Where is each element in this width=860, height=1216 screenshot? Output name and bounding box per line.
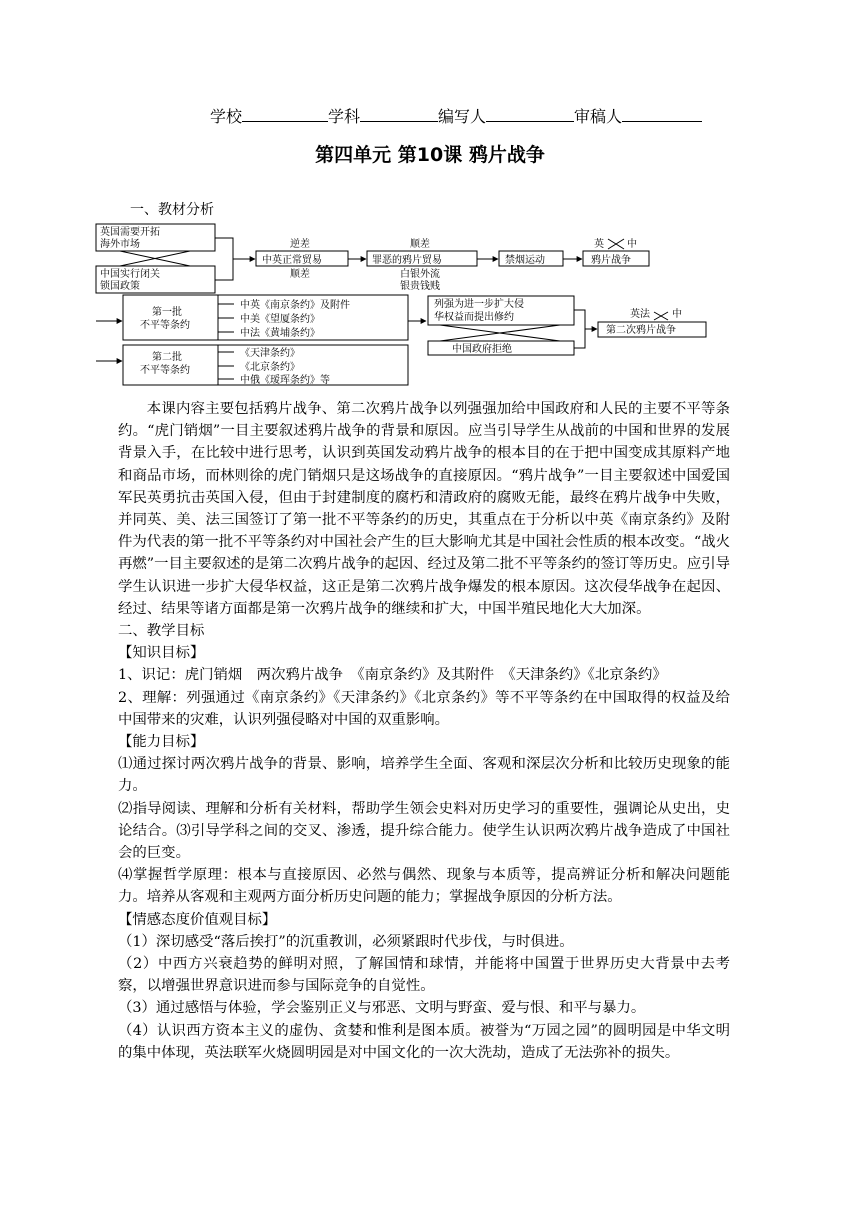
text-first-batch-2: 不平等条约	[140, 320, 190, 331]
reviewer-label: 审稿人	[574, 107, 623, 126]
knowledge-item-1: 1、识记：虎门销烟 两次鸦片战争 《南京条约》及其附件 《天津条约》《北京条约》	[118, 667, 667, 684]
text-britain-2: 海外市场	[100, 239, 140, 250]
label-uk-france: 英法	[630, 309, 650, 320]
paragraph-analysis: 本课内容主要包括鸦片战争、第二次鸦片战争以列强强加给中国政府和人民的主要不平等条约。“虎门销烟”一目主要叙述鸦片战争的背景和原因。应当引导学生从战前的中国和世界的发展背景入手，在比较中进行思考，认识到英国发动鸦片战争的根本目的在于把中国变成其原料产地和商品市场，而林则徐的虎门销烟只是这场战争的直接原因。“鸦片战争”一目主要叙述中国爱国军民英勇抗击英国入侵，但由于封建制度的腐朽和清政府的腐败无能，最终在鸦片战争中失败，并同英、美、法三国签订了第一批不平等条约的历史，其重点在于分析以中英《南京条约》及附件为代表的第一批不平等条约对中国社会产生的巨大影响尤其是中国社会性质的根本改变。“战火再燃”一目主要叙述的是第二次鸦片战争的起因、经过及第二批不平等条约的签订等历史。应引导学生认识进一步扩大侵华权益，这正是第二次鸦片战争爆发的根本原因。这次侵华战争在起因、经过、结果等诸方面都是第一次鸦片战争的继续和扩大，中国半殖民地化大大加深。	[118, 401, 730, 617]
lesson-flow-diagram	[0, 220, 860, 390]
text-second-opium-war: 第二次鸦片战争	[606, 325, 676, 336]
text-treaty-wangxia: 中美《望厦条约》	[240, 314, 320, 325]
text-opium-trade: 罪恶的鸦片贸易	[372, 255, 442, 266]
text-treaty-nanjing: 中英《南京条约》及附件	[240, 300, 350, 311]
reviewer-blank[interactable]	[622, 107, 702, 122]
text-china-1: 中国实行闭关	[100, 269, 160, 280]
text-second-batch-1: 第二批	[152, 352, 182, 363]
label-silver-outflow: 白银外流	[400, 269, 440, 280]
text-treaty-tianjin: 《天津条约》	[240, 348, 300, 359]
text-treaty-aigun: 中俄《瑷珲条约》等	[240, 375, 330, 386]
ability-item-4: ⑷掌握哲学原理：根本与直接原因、必然与偶然、现象与本质等，提高辨证分析和解决问题能力。培养从客观和主观两方面分析历史问题的能力；掌握战争原因的分析方法。	[118, 867, 730, 906]
heading-knowledge: 【知识目标】	[118, 645, 205, 662]
text-ban-opium: 禁烟运动	[505, 255, 545, 266]
text-britain-1: 英国需要开拓	[100, 227, 160, 238]
text-first-batch-1: 第一批	[152, 307, 182, 318]
label-china-2: 中	[672, 309, 682, 320]
text-opium-war: 鸦片战争	[591, 255, 631, 266]
emotion-item-2: （2）中西方兴衰趋势的鲜明对照，了解国情和球情，并能将中国置于世界历史大背景中去考察，以增强世界意识进而参与国际竞争的自觉性。	[118, 956, 730, 995]
ability-item-2: ⑵指导阅读、理解和分析有关材料，帮助学生领会史料对历史学习的重要性，强调论从史出，史论结合。⑶引导学科之间的交叉、渗透，提升综合能力。使学生认识两次鸦片战争造成了中国社会的巨变。	[118, 800, 730, 862]
lesson-title: 第四单元 第10课 鸦片战争	[315, 144, 545, 166]
emotion-item-3: （3）通过感悟与体验，学会鉴别正义与邪恶、文明与野蛮、爱与恨、和平与暴力。	[118, 1000, 646, 1017]
label-uk: 英	[594, 239, 604, 250]
text-treaty-huangpu: 中法《黄埔条约》	[240, 328, 320, 339]
section-heading-analysis: 一、教材分析	[130, 202, 214, 218]
label-surplus-below: 顺差	[290, 269, 310, 280]
emotion-item-1: （1）深切感受“落后挨打”的沉重教训，必须紧跟时代步伐，与时俱进。	[118, 933, 574, 950]
header-line	[210, 104, 702, 127]
section-heading-objectives: 二、教学目标	[118, 623, 205, 640]
text-treaty-beijing: 《北京条约》	[240, 362, 300, 373]
text-demand-2: 华权益而提出修约	[434, 312, 514, 323]
document-body	[118, 398, 730, 1064]
label-deficit: 逆差	[290, 239, 310, 250]
subject-blank[interactable]	[360, 107, 438, 122]
school-label: 学校	[210, 107, 243, 126]
label-surplus: 顺差	[410, 239, 430, 250]
label-china: 中	[627, 239, 637, 250]
subject-label: 学科	[328, 107, 361, 126]
text-china-refuses: 中国政府拒绝	[452, 344, 512, 355]
author-blank[interactable]	[486, 107, 574, 122]
school-blank[interactable]	[242, 107, 328, 122]
heading-emotion: 【情感态度价值观目标】	[118, 911, 277, 928]
ability-item-1: ⑴通过探讨两次鸦片战争的背景、影响，培养学生全面、客观和深层次分析和比较历史现象的能力。	[118, 756, 730, 795]
knowledge-item-2: 2、理解：列强通过《南京条约》《天津条约》《北京条约》等不平等条约在中国取得的权益及给中国带来的灾难，认识列强侵略对中国的双重影响。	[118, 689, 730, 728]
text-china-2: 锁国政策	[100, 281, 140, 292]
heading-ability: 【能力目标】	[118, 734, 205, 751]
emotion-item-4: （4）认识西方资本主义的虚伪、贪婪和惟利是图本质。被誉为“万园之园”的圆明园是中华文明的集中体现，英法联军火烧圆明园是对中国文化的一次大洗劫，造成了无法弥补的损失。	[118, 1022, 730, 1061]
label-silver-expensive: 银贵钱贱	[400, 281, 440, 292]
text-demand-1: 列强为进一步扩大侵	[434, 299, 524, 310]
text-second-batch-2: 不平等条约	[140, 365, 190, 376]
text-normal-trade: 中英正常贸易	[262, 255, 322, 266]
author-label: 编写人	[438, 107, 487, 126]
